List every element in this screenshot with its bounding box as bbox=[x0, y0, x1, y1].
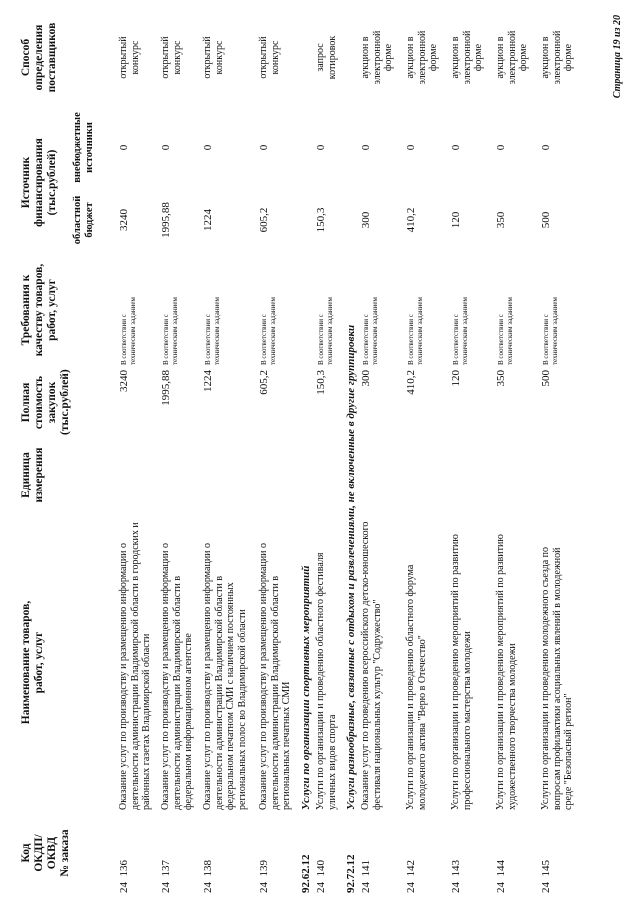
row-fin-extra: 0 bbox=[315, 144, 327, 151]
header-fin-extra: внебюджетные источники bbox=[72, 112, 95, 183]
row-code: 24 139 bbox=[258, 860, 270, 893]
row-name: Услуги по организации и проведению областного форума молодежного актива "Верю в Отечество" bbox=[405, 564, 428, 810]
header-code: Код ОКДП/ ОКВД № заказа bbox=[20, 829, 71, 877]
header-name: Наименование товаров, работ, услуг bbox=[20, 600, 45, 725]
group-title: Услуги по организации спортивных мероприятий bbox=[300, 565, 312, 810]
row-fin-extra: 0 bbox=[118, 144, 130, 151]
group-title: Услуги разнообразные, связанные с отдыхом и развлечениями, не включенные в другие группировки bbox=[345, 324, 357, 810]
row-cost: 500 bbox=[540, 370, 552, 387]
row-fin-extra: 0 bbox=[258, 144, 270, 151]
row-code: 24 144 bbox=[495, 860, 507, 893]
row-requirements: В соответствии с техническим заданием bbox=[120, 297, 137, 365]
group-code: 92.72.12 bbox=[345, 854, 357, 893]
group-code: 92.62.12 bbox=[300, 854, 312, 893]
row-fin-extra: 0 bbox=[202, 144, 214, 151]
row-method: аукцион в электронной форме bbox=[495, 30, 529, 85]
row-fin-regional: 150,3 bbox=[315, 207, 327, 233]
row-fin-regional: 3240 bbox=[118, 209, 130, 231]
row-code: 24 140 bbox=[315, 860, 327, 893]
row-method: аукцион в электронной форме bbox=[450, 30, 484, 85]
row-name: Услуги по организации и проведению молодежного съезда по вопросам профилактики асоциальных явлений в молодежной среде "Безопасный регион" bbox=[540, 546, 574, 810]
row-method: открытый конкурс bbox=[202, 36, 225, 79]
row-method: аукцион в электронной форме bbox=[360, 30, 394, 85]
row-cost: 1224 bbox=[202, 370, 214, 392]
row-fin-extra: 0 bbox=[495, 144, 507, 151]
row-name: Услуги по организации и проведению областного фестиваля уличных видов спорта bbox=[315, 552, 338, 810]
header-fin-regional: областной бюджет bbox=[72, 195, 95, 245]
header-cost: Полная стоимость закупок (тыс.рублей) bbox=[20, 369, 71, 435]
header-requirements: Требования к качеству товаров, работ, услуг bbox=[20, 263, 58, 357]
header-financing: Источник финансирования (тыс.рублей) bbox=[20, 138, 58, 227]
row-fin-regional: 1995,88 bbox=[160, 202, 172, 238]
row-requirements: В соответствии с техническим заданием bbox=[452, 297, 469, 365]
row-code: 24 137 bbox=[160, 860, 172, 893]
row-fin-extra: 0 bbox=[540, 144, 552, 151]
row-fin-extra: 0 bbox=[450, 144, 462, 151]
row-method: открытый конкурс bbox=[118, 36, 141, 79]
row-requirements: В соответствии с техническим заданием bbox=[260, 297, 277, 365]
row-name: Оказание услуг по производству и размещению информации о деятельности администрации Владимирской области в федеральном информационном агентстве bbox=[160, 542, 194, 810]
row-name: Оказание услуг по производству и размещению информации о деятельности администрации Владимирской области в городских и районных газетах Владимирской области bbox=[118, 522, 152, 810]
row-name: Услуги по организации и проведению мероприятий по развитию художественного творчества молодежи bbox=[495, 534, 518, 810]
row-requirements: В соответствии с техническим заданием bbox=[317, 297, 334, 365]
row-code: 24 136 bbox=[118, 860, 130, 893]
row-requirements: В соответствии с техническим заданием bbox=[204, 297, 221, 365]
row-code: 24 142 bbox=[405, 860, 417, 893]
row-method: аукцион в электронной форме bbox=[405, 30, 439, 85]
row-requirements: В соответствии с техническим заданием bbox=[162, 297, 179, 365]
row-fin-regional: 350 bbox=[495, 211, 507, 229]
row-cost: 3240 bbox=[118, 370, 130, 392]
row-name: Оказание услуг по производству и размещению информации о деятельности администрации Владимирской области в федеральном печатном СМИ с наличием постоянных региональных полос во Владимирской области bbox=[202, 542, 248, 810]
header-unit: Единица измерения bbox=[20, 447, 45, 503]
row-method: аукцион в электронной форме bbox=[540, 30, 574, 85]
row-cost: 410,2 bbox=[405, 370, 417, 395]
row-requirements: В соответствии с техническим заданием bbox=[362, 297, 379, 365]
row-name: Оказание услуг по производству и размещению информации о деятельности администрации Владимирской области в региональных печатных СМИ bbox=[258, 542, 292, 810]
row-fin-extra: 0 bbox=[160, 144, 172, 151]
row-name: Оказание услуг по проведению всероссийского детско-юношеского фестиваля национальных культур "Содружество" bbox=[360, 521, 383, 810]
row-name: Услуги по организации и проведению мероприятий по развитию профессионального мастерства молодежи bbox=[450, 534, 473, 810]
row-fin-extra: 0 bbox=[405, 144, 417, 151]
row-code: 24 143 bbox=[450, 860, 462, 893]
row-fin-regional: 605,2 bbox=[258, 207, 270, 233]
row-cost: 150,3 bbox=[315, 370, 327, 395]
row-method: открытый конкурс bbox=[258, 36, 281, 79]
row-fin-regional: 300 bbox=[360, 211, 372, 229]
row-requirements: В соответствии с техническим заданием bbox=[497, 297, 514, 365]
row-fin-regional: 120 bbox=[450, 211, 462, 229]
row-cost: 1995,88 bbox=[160, 370, 172, 406]
row-cost: 120 bbox=[450, 370, 462, 387]
header-method: Способ определения поставщиков bbox=[20, 22, 58, 93]
row-cost: 350 bbox=[495, 370, 507, 387]
row-code: 24 138 bbox=[202, 860, 214, 893]
row-code: 24 141 bbox=[360, 860, 372, 893]
row-code: 24 145 bbox=[540, 860, 552, 893]
row-method: запрос котировок bbox=[315, 35, 338, 80]
row-fin-extra: 0 bbox=[360, 144, 372, 151]
row-requirements: В соответствии с техническим заданием bbox=[407, 297, 424, 365]
page-number: Страница 19 из 20 bbox=[612, 15, 623, 99]
row-cost: 300 bbox=[360, 370, 372, 387]
row-method: открытый конкурс bbox=[160, 36, 183, 79]
row-fin-regional: 500 bbox=[540, 211, 552, 229]
row-fin-regional: 410,2 bbox=[405, 207, 417, 233]
row-fin-regional: 1224 bbox=[202, 209, 214, 231]
row-cost: 605,2 bbox=[258, 370, 270, 395]
row-requirements: В соответствии с техническим заданием bbox=[542, 297, 559, 365]
